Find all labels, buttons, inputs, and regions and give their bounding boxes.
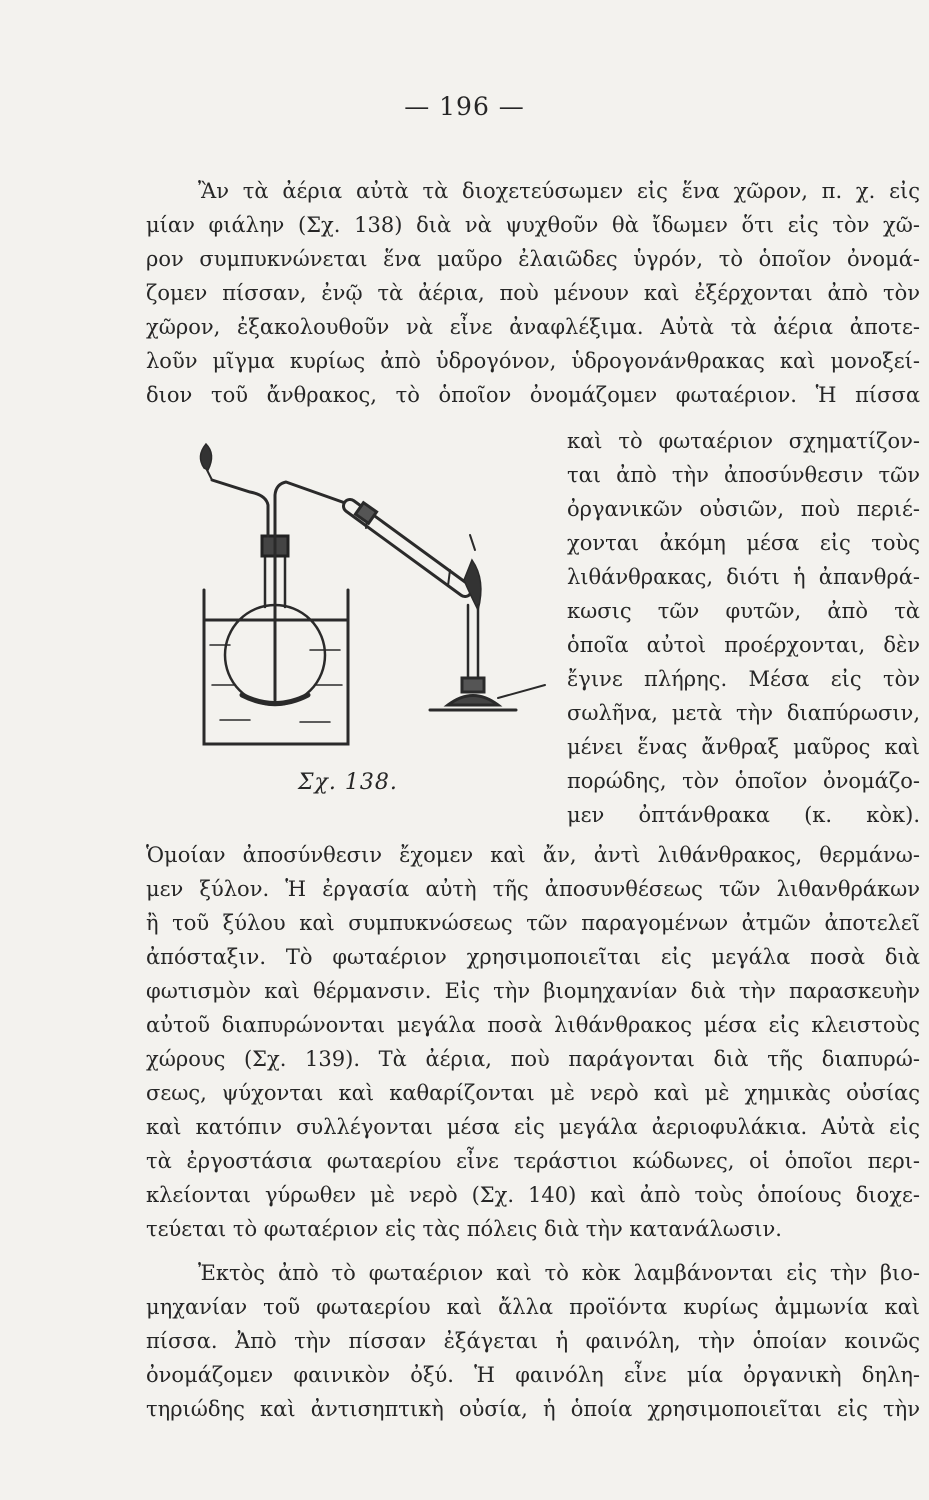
text-line: καὶ τὸ φωταέριον σχηματίζον- [567, 429, 920, 453]
text-line: ὁποῖα αὐτοὶ προέρχονται, δὲν [567, 633, 920, 657]
text-line: καὶ κατόπιν συλλέγονται μέσα εἰς μεγάλα ἀεριοφυλάκια. Αὐτὰ εἰς [146, 1115, 920, 1139]
text-line: Ὁμοίαν ἀποσύνθεσιν ἔχομεν καὶ ἄν, ἀντὶ λιθάνθρακος, θερμάνω- [146, 843, 920, 867]
text-line: Ἂν τὰ ἀέρια αὐτὰ τὰ διοχετεύσωμεν εἰς ἕνα χῶρον, π. χ. εἰς [198, 179, 920, 203]
paragraph-distillation [146, 838, 920, 1246]
text-line: ται ἀπὸ τὴν ἀποσύνθεσιν τῶν [567, 463, 920, 487]
text-line: αὐτοῦ διαπυρώνονται μεγάλα ποσὰ λιθάνθρακος μέσα εἰς κλειστοὺς [146, 1013, 920, 1037]
text-line: ρον συμπυκνώνεται ἕνα μαῦρο ἐλαιῶδες ὑγρόν, τὸ ὁποῖον ὀνομά- [146, 247, 920, 271]
text-line: χώρους (Σχ. 139). Τὰ ἀέρια, ποὺ παράγονται διὰ τῆς διαπυρώ- [146, 1047, 920, 1071]
paragraph-byproducts [146, 1256, 920, 1426]
text-line: πίσσα. Ἀπὸ τὴν πίσσαν ἐξάγεται ἡ φαινόλη, τὴν ὁποίαν κοινῶς [146, 1329, 920, 1353]
text-line: ὀνομάζομεν φαινικὸν ὀξύ. Ἡ φαινόλη εἶνε μία ὀργανικὴ δηλη- [146, 1363, 920, 1387]
text-line: πορώδης, τὸν ὁποῖον ὀνομάζο- [567, 769, 920, 793]
text-line: ἢ τοῦ ξύλου καὶ συμπυκνώσεως τῶν παραγομένων ἀτμῶν ἀποτελεῖ [146, 911, 920, 935]
text-line: λοῦν μῖγμα κυρίως ἀπὸ ὑδρογόνον, ὑδρογονάνθρακας καὶ μονοξεί- [146, 349, 920, 373]
text-line: μεν ὀπτάνθρακα (κ. κὸκ). [567, 803, 920, 827]
figure-caption: Σχ. 138. [298, 770, 398, 795]
text-line: χονται ἀκόμη μέσα εἰς τοὺς [567, 531, 920, 555]
wrapped-text-column [567, 424, 920, 832]
text-line: μένει ἕνας ἄνθραξ μαῦρος καὶ [567, 735, 920, 759]
text-line: Ἐκτὸς ἀπὸ τὸ φωταέριον καὶ τὸ κὸκ λαμβάνονται εἰς τὴν βιο- [198, 1261, 920, 1285]
text-line: λιθάνθρακας, διότι ἡ ἀπανθρά- [567, 565, 920, 589]
text-line: τὰ ἐργοστάσια φωταερίου εἶνε τεράστιοι κώδωνες, οἱ ὁποῖοι περι- [146, 1149, 920, 1173]
text-line: κλείονται γύρωθεν μὲ νερὸ (Σχ. 140) καὶ ἀπὸ τοὺς ὁποίους διοχε- [146, 1183, 920, 1207]
text-line: χῶρον, ἐξακολουθοῦν νὰ εἶνε ἀναφλέξιμα. Αὐτὰ τὰ ἀέρια ἀποτε- [146, 315, 920, 339]
text-line: μεν ξύλον. Ἡ ἐργασία αὐτὴ τῆς ἀποσυνθέσεως τῶν λιθανθράκων [146, 877, 920, 901]
text-line: διον τοῦ ἄνθρακος, τὸ ὁποῖον ὀνομάζομεν φωταέριον. Ἡ πίσσα [146, 383, 920, 407]
page-number: — 196 — [404, 92, 525, 121]
text-line: σωλῆνα, μετὰ τὴν διαπύρωσιν, [567, 701, 920, 725]
text-line: ἔγινε πλήρης. Μέσα εἰς τὸν [567, 667, 920, 691]
text-line: ἀπόσταξιν. Τὸ φωταέριον χρησιμοποιεῖται εἰς μεγάλα ποσὰ διὰ [146, 945, 920, 969]
text-line: ζομεν πίσσαν, ἐνῷ τὰ ἀέρια, ποὺ μένουν καὶ ἐξέρχονται ἀπὸ τὸν [146, 281, 920, 305]
text-line: μηχανίαν τοῦ φωταερίου καὶ ἄλλα προϊόντα κυρίως ἀμμωνία καὶ [146, 1295, 920, 1319]
paragraph-intro [146, 174, 920, 412]
text-line: τεύεται τὸ φωταέριον εἰς τὰς πόλεις διὰ τὴν κατανάλωσιν. [146, 1217, 782, 1241]
text-line: μίαν φιάλην (Σχ. 138) διὰ νὰ ψυχθοῦν θὰ ἴδωμεν ὅτι εἰς τὸν χῶ- [146, 213, 920, 237]
text-line: σεως, ψύχονται καὶ καθαρίζονται μὲ νερὸ καὶ μὲ χημικὰς οὐσίας [146, 1081, 920, 1105]
text-line: κωσις τῶν φυτῶν, ἀπὸ τὰ [567, 599, 920, 623]
text-line: τηριώδης καὶ ἀντισηπτικὴ οὐσία, ἡ ὁποία χρησιμοποιεῖται εἰς τὴν [146, 1397, 920, 1421]
text-line: ὀργανικῶν οὐσιῶν, ποὺ περιέ- [567, 497, 920, 521]
text-line: φωτισμὸν καὶ θέρμανσιν. Εἰς τὴν βιομηχανίαν διὰ τὴν παρασκευὴν [146, 979, 920, 1003]
